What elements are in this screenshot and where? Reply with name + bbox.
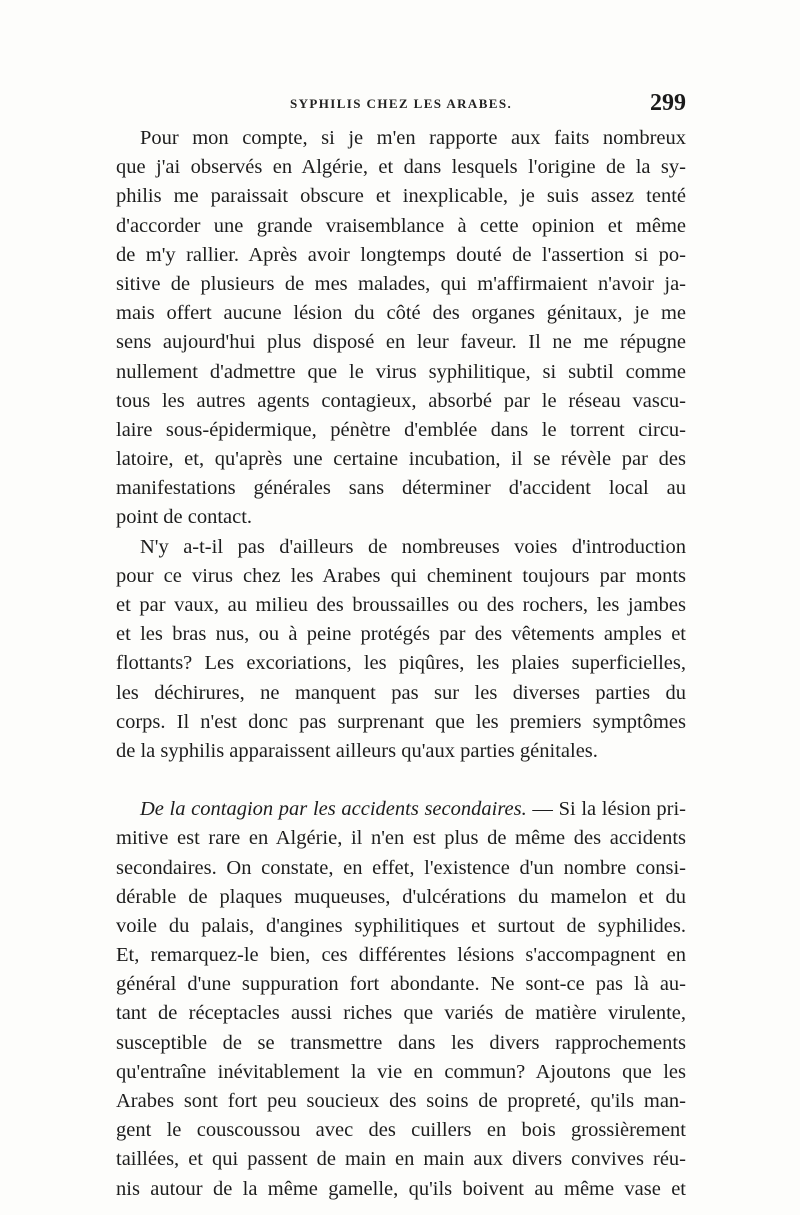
text-line: sens aujourd'hui plus disposé en leur faveur. Il ne me répugne [116, 331, 686, 354]
text-line: manifestations générales sans déterminer d'accident local au [116, 477, 686, 500]
text-line: mitive est rare en Algérie, il n'en est plus de même des accidents [116, 827, 686, 850]
text-line: susceptible de se transmettre dans les divers rapprochements [116, 1031, 686, 1054]
text-line: flottants? Les excoriations, les piqûres, les plaies superficielles, [116, 652, 686, 675]
section-gap [116, 766, 686, 795]
paragraph-2 [116, 533, 686, 767]
paragraph-3 [116, 795, 686, 1204]
section-heading: De la contagion par les accidents secondaires. [140, 798, 527, 821]
paragraph-1 [116, 124, 686, 533]
text-line: Et, remarquez-le bien, ces différentes lésions s'accompagnent en [116, 944, 686, 967]
heading-tail-text: — Si la lésion pri- [526, 798, 686, 821]
text-line: N'y a-t-il pas d'ailleurs de nombreuses voies d'introduction [140, 535, 686, 558]
page-number: 299 [650, 90, 686, 116]
text-line: et les bras nus, ou à peine protégés par des vêtements amples et [116, 623, 686, 646]
text-line: Arabes sont fort peu soucieux des soins de propreté, qu'ils man- [116, 1090, 686, 1112]
text-line: mais offert aucune lésion du côté des organes génitaux, je me [116, 302, 686, 325]
text-line: tant de réceptacles aussi riches que variés de matière virulente, [116, 1002, 686, 1025]
text-line: que j'ai observés en Algérie, et dans lesquels l'origine de la sy- [116, 156, 686, 179]
text-line: les déchirures, ne manquent pas sur les diverses parties du [116, 681, 686, 704]
text-line: qu'entraîne inévitablement la vie en commun? Ajoutons que les [116, 1060, 686, 1083]
text-line: dérable de plaques muqueuses, d'ulcérations du mamelon et du [116, 885, 686, 908]
text-line: philis me paraissait obscure et inexplicable, je suis assez tenté [116, 185, 686, 208]
text-line: de m'y rallier. Après avoir longtemps douté de l'assertion si po- [116, 243, 686, 266]
text-line: corps. Il n'est donc pas surprenant que les premiers symptômes [116, 710, 686, 733]
text-line: d'accorder une grande vraisemblance à cette opinion et même [116, 214, 686, 237]
text-line: nullement d'admettre que le virus syphilitique, si subtil comme [116, 360, 686, 383]
text-line: pour ce virus chez les Arabes qui cheminent toujours par monts [116, 564, 686, 587]
body-text [116, 124, 686, 1204]
running-title: SYPHILIS CHEZ LES ARABES. [290, 96, 513, 111]
text-line: de la syphilis apparaissent ailleurs qu'aux parties génitales. [116, 739, 598, 762]
text-line: Pour mon compte, si je m'en rapporte aux faits nombreux [140, 127, 686, 149]
text-line: taillées, et qui passent de main en main aux divers convives réu- [116, 1148, 686, 1171]
text-line: latoire, et, qu'après une certaine incubation, il se révèle par des [116, 448, 686, 471]
text-line: laire sous-épidermique, pénètre d'emblée dans le torrent circu- [116, 418, 686, 441]
text-line: voile du palais, d'angines syphilitiques et surtout de syphilides. [116, 914, 686, 937]
text-line: sitive de plusieurs de mes malades, qui m'affirmaient n'avoir ja- [116, 272, 686, 295]
text-line: tous les autres agents contagieux, absorbé par le réseau vascu- [116, 389, 686, 412]
text-line: général d'une suppuration fort abondante. Ne sont-ce pas là au- [116, 973, 686, 996]
page-header [116, 88, 686, 124]
text-line: nis autour de la même gamelle, qu'ils boivent au même vase et [116, 1177, 686, 1200]
section-heading-line [116, 795, 686, 824]
text-line: secondaires. On constate, en effet, l'existence d'un nombre consi- [116, 856, 686, 879]
text-line: point de contact. [116, 506, 253, 529]
text-line: gent le couscoussou avec des cuillers en bois grossièrement [116, 1119, 686, 1142]
text-line: et par vaux, au milieu des broussailles ou des rochers, les jambes [116, 594, 686, 616]
